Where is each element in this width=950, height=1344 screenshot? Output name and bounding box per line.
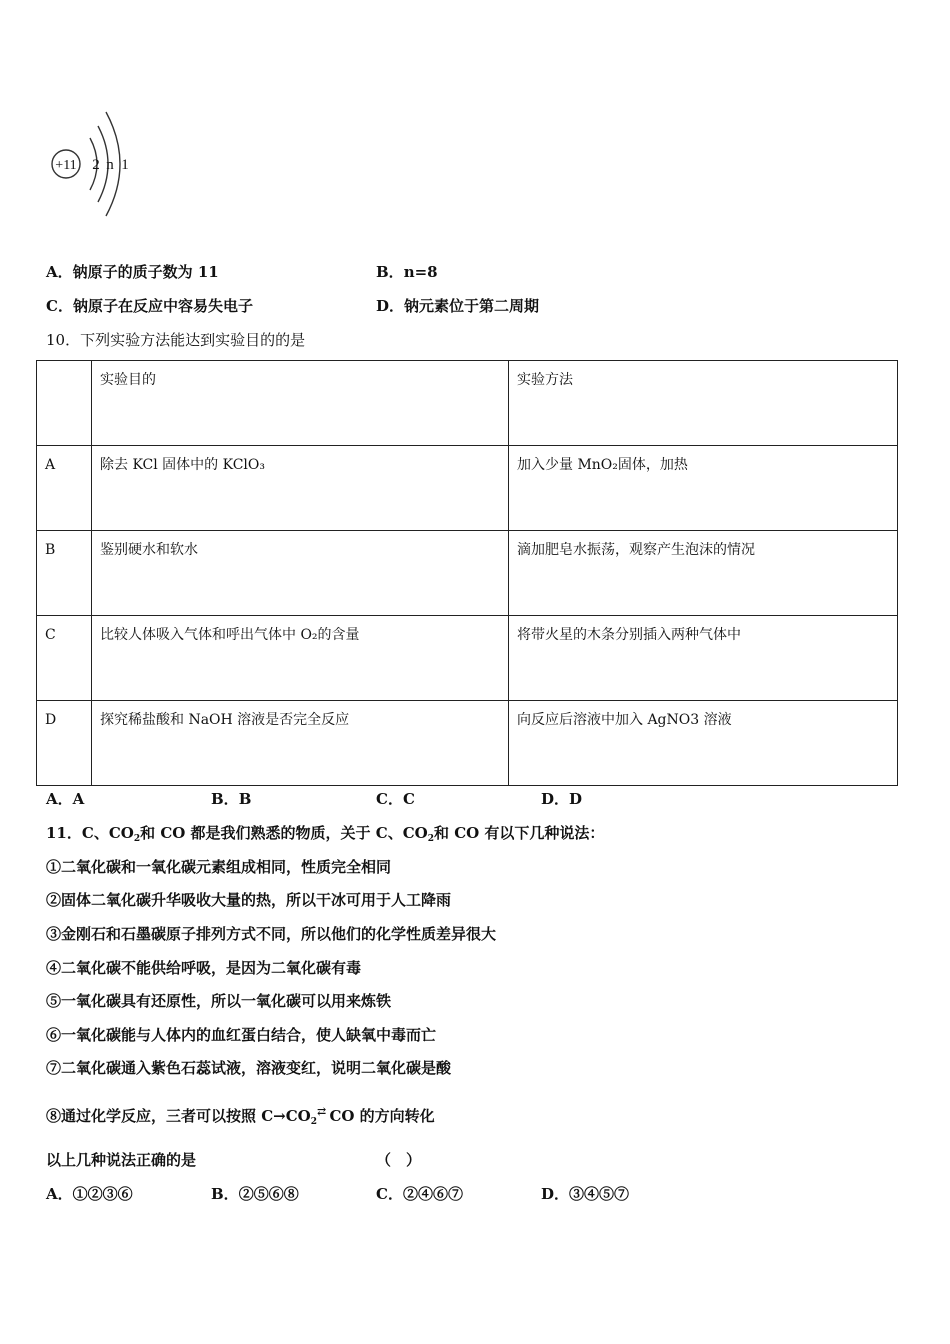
shell-2-electrons: n: [106, 157, 114, 173]
option-letter: B．: [211, 790, 239, 808]
option-text: n=8: [403, 263, 438, 281]
option-text: ②④⑥⑦: [402, 1185, 463, 1203]
row-method: 加入少量 MnO₂固体，加热: [509, 446, 898, 531]
row-purpose: 比较人体吸入气体和呼出气体中 O₂的含量: [92, 616, 509, 701]
option-text: C: [402, 790, 415, 808]
statement-6: ⑥一氧化碳能与人体内的血红蛋白结合，使人缺氧中毒而亡: [46, 1026, 437, 1044]
subscript: 2: [427, 834, 434, 844]
option-text: 钠元素位于第二周期: [404, 297, 540, 315]
statement-5: ⑤一氧化碳具有还原性，所以一氧化碳可以用来炼铁: [46, 992, 392, 1010]
shell-1-electrons: 2: [92, 157, 100, 173]
subscript: 2: [133, 834, 141, 844]
option-letter: D．: [376, 297, 405, 315]
q10-option-a[interactable]: [46, 789, 84, 809]
q11-stem: [46, 823, 604, 849]
option-letter: A．: [46, 1185, 73, 1203]
q10-option-c[interactable]: [376, 789, 415, 809]
stem-part: 和 CO 都是我们熟悉的物质，关于 C、CO: [140, 824, 428, 842]
q9-option-a[interactable]: [46, 262, 219, 282]
option-letter: A．: [46, 790, 73, 808]
statement-2: ②固体二氧化碳升华吸收大量的热，所以干冰可用于人工降雨: [46, 891, 452, 909]
row-purpose: 探究稀盐酸和 NaOH 溶液是否完全反应: [92, 701, 509, 786]
option-letter: C．: [46, 297, 73, 315]
q11-option-d[interactable]: [541, 1184, 629, 1204]
option-letter: B．: [211, 1185, 239, 1203]
q10-option-d[interactable]: [541, 789, 582, 809]
row-label: C: [37, 616, 92, 701]
statement-8-part: ⑧通过化学反应，三者可以按照 C→CO: [46, 1107, 311, 1125]
option-text: ③④⑤⑦: [569, 1185, 630, 1203]
row-label: A: [37, 446, 92, 531]
row-purpose: 除去 KCl 固体中的 KClO₃: [92, 446, 509, 531]
table-row: [37, 701, 898, 786]
row-label: B: [37, 531, 92, 616]
row-purpose: 鉴别硬水和软水: [92, 531, 509, 616]
option-text: D: [569, 790, 583, 808]
row-method: 滴加肥皂水振荡，观察产生泡沫的情况: [509, 531, 898, 616]
table-row: [37, 446, 898, 531]
q9-option-d[interactable]: [376, 296, 539, 316]
option-text: A: [72, 790, 85, 808]
option-letter: D．: [541, 1185, 570, 1203]
option-letter: A．: [46, 263, 73, 281]
statement-1: ①二氧化碳和一氧化碳元素组成相同，性质完全相同: [46, 858, 392, 876]
statement-7: ⑦二氧化碳通入紫色石蕊试液，溶液变红，说明二氧化碳是酸: [46, 1059, 452, 1077]
experiment-table: [36, 360, 898, 786]
q11-option-a[interactable]: [46, 1184, 133, 1204]
reversible-arrows-icon: ⇄: [317, 1105, 325, 1118]
row-method: 将带火星的木条分别插入两种气体中: [509, 616, 898, 701]
answer-blank: （ ）: [376, 1151, 422, 1169]
option-letter: C．: [376, 790, 403, 808]
q11-option-b[interactable]: [211, 1184, 299, 1204]
q10-option-b[interactable]: [211, 789, 251, 809]
row-method: 向反应后溶液中加入 AgNO3 溶液: [509, 701, 898, 786]
row-label: D: [37, 701, 92, 786]
statement-8: [46, 1102, 435, 1132]
option-letter: D．: [541, 790, 570, 808]
header-cell-method: 实验方法: [509, 361, 898, 446]
option-text: 钠原子的质子数为 11: [72, 263, 219, 281]
sodium-atom-structure-diagram: [46, 108, 146, 220]
q9-option-b[interactable]: [376, 262, 438, 282]
shell-3-electrons: 1: [121, 157, 129, 173]
option-text: ②⑤⑥⑧: [238, 1185, 299, 1203]
header-cell-purpose: 实验目的: [92, 361, 509, 446]
stem-part: 11．C、CO: [46, 824, 134, 842]
option-letter: B．: [376, 263, 404, 281]
q11-question: 以上几种说法正确的是: [46, 1151, 197, 1169]
option-letter: C．: [376, 1185, 403, 1203]
option-text: B: [238, 790, 252, 808]
option-text: ①②③⑥: [72, 1185, 133, 1203]
table-row: [37, 531, 898, 616]
stem-part: 和 CO 有以下几种说法：: [433, 824, 605, 842]
option-text: 钠原子在反应中容易失电子: [72, 297, 253, 315]
table-header-row: [37, 361, 898, 446]
q11-option-c[interactable]: [376, 1184, 463, 1204]
table-row: [37, 616, 898, 701]
q10-stem: 10．下列实验方法能达到实验目的的是: [46, 331, 306, 349]
q9-option-c[interactable]: [46, 296, 253, 316]
header-cell-blank: [37, 361, 92, 446]
subscript: 2: [310, 1117, 318, 1127]
statement-4: ④二氧化碳不能供给呼吸，是因为二氧化碳有毒: [46, 959, 362, 977]
statement-3: ③金刚石和石墨碳原子排列方式不同，所以他们的化学性质差异很大: [46, 925, 497, 943]
nucleus-charge: +11: [55, 158, 77, 173]
statement-8-part: CO 的方向转化: [324, 1107, 435, 1125]
